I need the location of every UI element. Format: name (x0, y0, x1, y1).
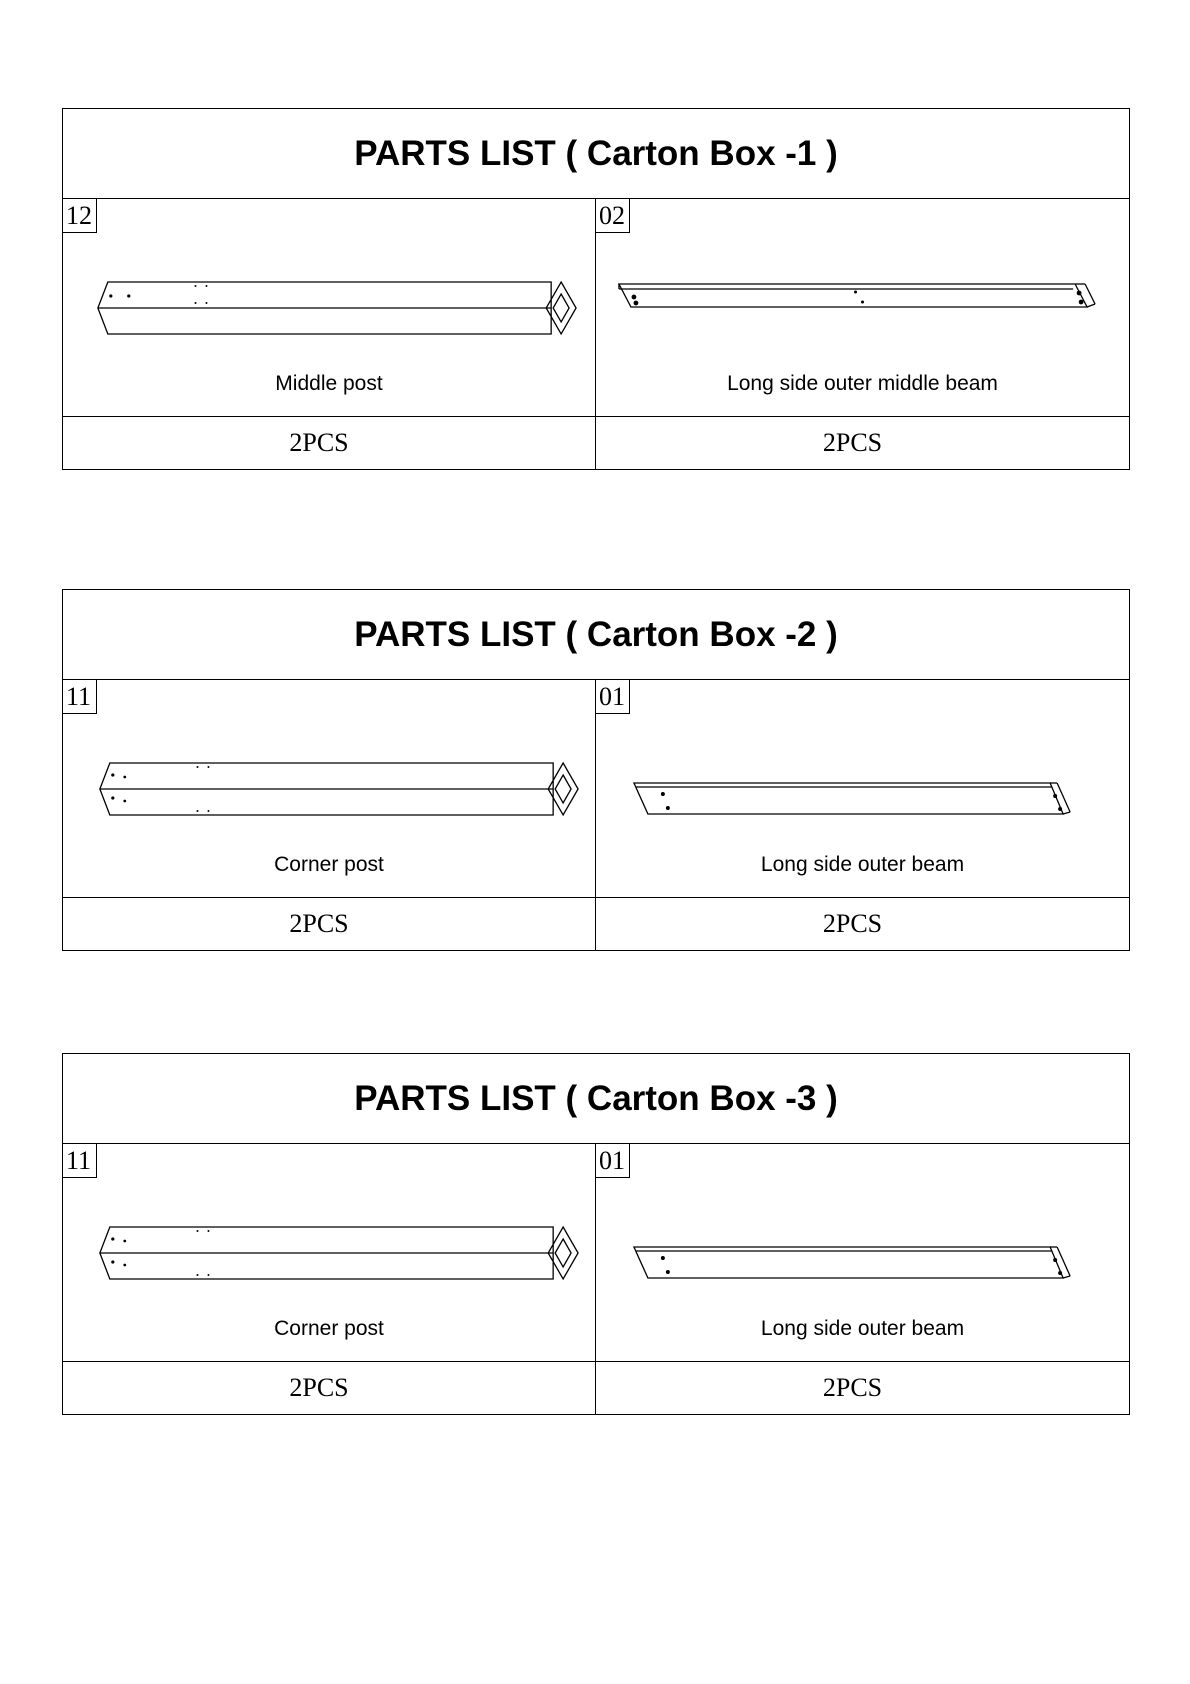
part-name: Long side outer beam (760, 853, 965, 876)
quantity-text: 2PCS (289, 909, 349, 938)
part-name: Corner post (274, 853, 384, 876)
parts-row (63, 1144, 1129, 1362)
part-cell (596, 1144, 1129, 1361)
quantity-row (63, 1362, 1129, 1414)
quantity-text: 2PCS (289, 428, 349, 457)
beam-drawing-icon (596, 249, 1129, 369)
quantity-cell (596, 898, 1129, 950)
beam-drawing-icon (596, 1194, 1129, 1314)
post-drawing-icon (63, 249, 595, 369)
quantity-text: 2PCS (822, 428, 883, 457)
parts-list-box-1 (62, 108, 1130, 470)
part-cell (596, 680, 1129, 897)
part-name: Corner post (274, 1317, 384, 1340)
part-cell (63, 199, 596, 416)
part-name: Long side outer middle beam (727, 372, 998, 395)
part-cell (596, 199, 1129, 416)
parts-row (63, 199, 1129, 417)
parts-list-title: PARTS LIST ( Carton Box -1 ) (63, 109, 1129, 199)
parts-list-box-3 (62, 1053, 1130, 1415)
parts-list-title: PARTS LIST ( Carton Box -2 ) (63, 590, 1129, 680)
parts-row (63, 680, 1129, 898)
post-drawing-icon (63, 1194, 595, 1314)
quantity-cell (596, 1362, 1129, 1414)
part-number: 12 (63, 199, 97, 233)
quantity-cell (63, 417, 596, 469)
quantity-text: 2PCS (289, 1373, 349, 1402)
parts-list-box-2 (62, 589, 1130, 951)
part-number: 01 (596, 680, 630, 714)
quantity-text: 2PCS (822, 1373, 883, 1402)
quantity-cell (63, 1362, 596, 1414)
part-number: 11 (63, 680, 97, 714)
quantity-text: 2PCS (822, 909, 883, 938)
post-drawing-icon (63, 730, 595, 850)
quantity-row (63, 417, 1129, 469)
part-name: Middle post (275, 372, 383, 395)
quantity-row (63, 898, 1129, 950)
part-name: Long side outer beam (760, 1317, 965, 1340)
part-number: 11 (63, 1144, 97, 1178)
part-cell (63, 1144, 596, 1361)
quantity-cell (63, 898, 596, 950)
part-number: 02 (596, 199, 630, 233)
quantity-cell (596, 417, 1129, 469)
part-cell (63, 680, 596, 897)
beam-drawing-icon (596, 730, 1129, 850)
parts-list-title: PARTS LIST ( Carton Box -3 ) (63, 1054, 1129, 1144)
part-number: 01 (596, 1144, 630, 1178)
